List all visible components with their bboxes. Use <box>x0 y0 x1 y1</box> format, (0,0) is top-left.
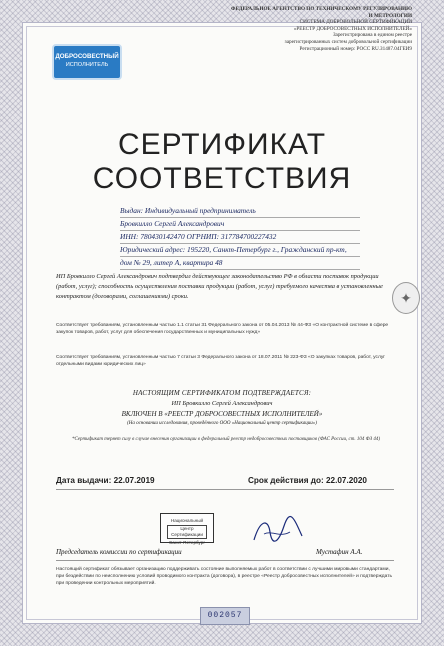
certification-stamp <box>160 513 214 543</box>
footer-disclaimer: Настоящий сертификат обязывает организацию поддерживать состояние выполняемых работ в соответствии с лучшими мировыми стандартами, при бездействии по неисполнению условий проводимого контракта (договора), в реестре «Реестр добросовестных исполнителей» и подтверждать при проведении контрольных мероприятий. <box>56 567 393 586</box>
serial-number: 002057 <box>200 607 250 625</box>
registry-inclusion: ВКЛЮЧЕН В «РЕЕСТР ДОБРОСОВЕСТНЫХ ИСПОЛНИТЕЛЕЙ» <box>121 410 323 418</box>
chairman-label: Председатель комиссии по сертификации <box>56 548 182 556</box>
issue-date <box>56 476 155 485</box>
issuer-row: дом № 29, литер А, квартира 48 <box>120 257 360 270</box>
header-line: ФЕДЕРАЛЬНОЕ АГЕНТСТВО ПО ТЕХНИЧЕСКОМУ РЕГУЛИРОВАНИЮ <box>230 6 412 12</box>
header-line: И МЕТРОЛОГИИ <box>368 12 412 19</box>
confirmation-name: ИП Бровкилло Сергей Александрович <box>171 400 273 407</box>
basis-note: (На основании исследования, проведённого ООО «Национальный центр сертификации») <box>127 421 317 426</box>
stamp-line: Санкт-Петербург <box>168 540 206 545</box>
confirmation-heading: НАСТОЯЩИМ СЕРТИФИКАТОМ ПОДТВЕРЖДАЕТСЯ: <box>132 389 312 397</box>
chairman-name: Мустафин А.А. <box>316 548 363 556</box>
valid-until-value: 22.07.2020 <box>325 476 367 485</box>
validity-note: *Сертификат теряет силу в случае внесения организации в федеральный реестр недобросовестных поставщиков (ФАС России, ст. 104 ФЗ 44) <box>71 437 381 442</box>
header-line: зарегистрированных систем добровольной сертификации <box>284 38 412 45</box>
state-emblem-icon: ✦ <box>392 282 420 314</box>
divider <box>56 489 394 490</box>
signature-scribble <box>250 514 306 548</box>
header-line: Регистрационный номер: РОСС RU.З1487.04ГЕИ9 <box>299 45 412 52</box>
issuer-row: Выдан: Индивидуальный предприниматель <box>120 205 360 218</box>
logo-line: ИСПОЛНИТЕЛЬ <box>65 62 109 68</box>
compliance-paragraph: ИП Бровкилло Сергей Александрович подтвердил действующее законодательство РФ в области поставок продукции (работ, услуг); способность осуществления поставки продукции (работ, услуг) требуемого качества в установленные контрактом (договорами, соглашениями) сроки. <box>56 273 383 301</box>
certificate-title: СЕРТИФИКАТ <box>117 128 327 161</box>
issuer-row: ИНН: 780430142470 ОГРНИП: 317784700227432 <box>120 231 360 244</box>
valid-until-date <box>248 476 367 485</box>
certificate-subtitle: СООТВЕТСТВИЯ <box>92 162 352 195</box>
header-line: Зарегистрирована в едином реестре <box>332 32 412 39</box>
valid-until-label: Срок действия до: <box>248 476 324 485</box>
issuer-block <box>120 205 360 270</box>
header-line: СИСТЕМА ДОБРОВОЛЬНОЙ СЕРТИФИКАЦИИ <box>299 19 412 26</box>
stamp-line: Национальный <box>170 518 204 523</box>
divider <box>56 560 394 561</box>
law-223-fz-text: Соответствует требованиям, установленным частью 7 статьи 3 Федерального закона от 18.07.2011 № 223-ФЗ «О закупках товаров, работ, услуг отдельными видами юридических лиц» <box>56 355 386 368</box>
issuer-row: Бровкилло Сергей Александрович <box>120 218 360 231</box>
law-44-fz-text: Соответствует требованиям, установленным частью 1.1 статьи 31 Федерального закона от 05.04.2013 № 44-ФЗ «О контрактной системе в сфере закупок товаров, работ, услуг для обеспечения государственных и муниципальных нужд» <box>56 323 389 336</box>
issue-date-value: 22.07.2019 <box>113 476 155 485</box>
agency-header <box>172 6 412 52</box>
stamp-line: Центр Сертификации <box>167 525 207 539</box>
header-line: «РЕЕСТР ДОБРОСОВЕСТНЫХ ИСПОЛНИТЕЛЕЙ» <box>293 25 412 32</box>
issuer-row: Юридический адрес: 195220, Санкт-Петербург г., Гражданский пр-кт, <box>120 244 360 257</box>
bona-fide-executor-logo <box>52 44 122 80</box>
logo-line: ДОБРОСОВЕСТНЫЙ <box>55 53 119 60</box>
issue-date-label: Дата выдачи: <box>56 476 112 485</box>
